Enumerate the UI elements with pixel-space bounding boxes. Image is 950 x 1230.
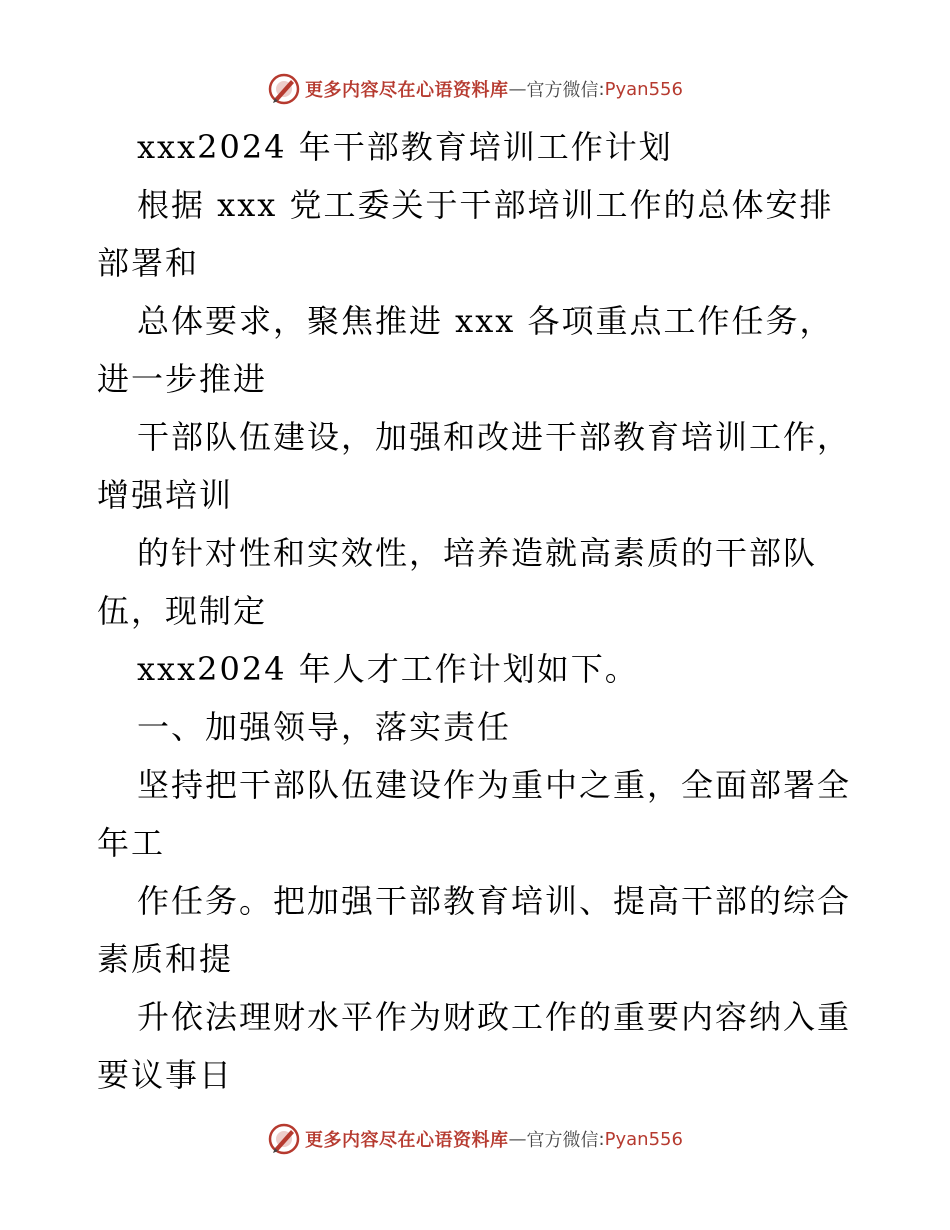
banner-dash: —: [508, 78, 527, 100]
paragraph-line: 伍，现制定: [97, 592, 268, 630]
banner-separator: :: [598, 1128, 605, 1150]
document-body: [97, 118, 867, 1104]
paragraph-line: 要议事日: [97, 1056, 234, 1094]
paragraph-line: 根据 xxx 党工委关于干部培训工作的总体安排: [137, 186, 834, 224]
pen-logo-icon: [267, 1122, 301, 1156]
paragraph-line: 坚持把干部队伍建设作为重中之重，全面部署全: [137, 766, 852, 804]
paragraph-line: 作任务。把加强干部教育培训、提高干部的综合: [137, 882, 852, 920]
banner-dash: —: [508, 1128, 527, 1150]
banner-label: 官方微信: [526, 80, 599, 101]
banner-main-text: 更多内容尽在心语资料库: [305, 80, 509, 101]
footer-watermark-banner: [0, 1122, 950, 1156]
document-title: xxx2024 年干部教育培训工作计划: [137, 128, 673, 166]
pen-logo-icon: [267, 72, 301, 106]
paragraph-line: 部署和: [97, 244, 200, 282]
banner-main-text: 更多内容尽在心语资料库: [305, 1130, 509, 1151]
paragraph-line: 升依法理财水平作为财政工作的重要内容纳入重: [137, 998, 852, 1036]
paragraph-line: 的针对性和实效性，培养造就高素质的干部队: [137, 534, 818, 572]
banner-wechat-id: Pyan556: [604, 78, 683, 100]
paragraph-line: 总体要求，聚焦推进 xxx 各项重点工作任务，: [137, 302, 834, 340]
banner-wechat-id: Pyan556: [604, 1128, 683, 1150]
paragraph-line: 进一步推进: [97, 360, 268, 398]
header-watermark-banner: [0, 72, 950, 106]
paragraph-line: 增强培训: [97, 476, 234, 514]
banner-label: 官方微信: [526, 1130, 599, 1151]
section-heading: 一、加强领导，落实责任: [137, 708, 512, 746]
banner-separator: :: [598, 78, 605, 100]
paragraph-line: xxx2024 年人才工作计划如下。: [137, 650, 639, 688]
paragraph-line: 年工: [97, 824, 166, 862]
paragraph-line: 素质和提: [97, 940, 234, 978]
paragraph-line: 干部队伍建设，加强和改进干部教育培训工作，: [137, 418, 852, 456]
